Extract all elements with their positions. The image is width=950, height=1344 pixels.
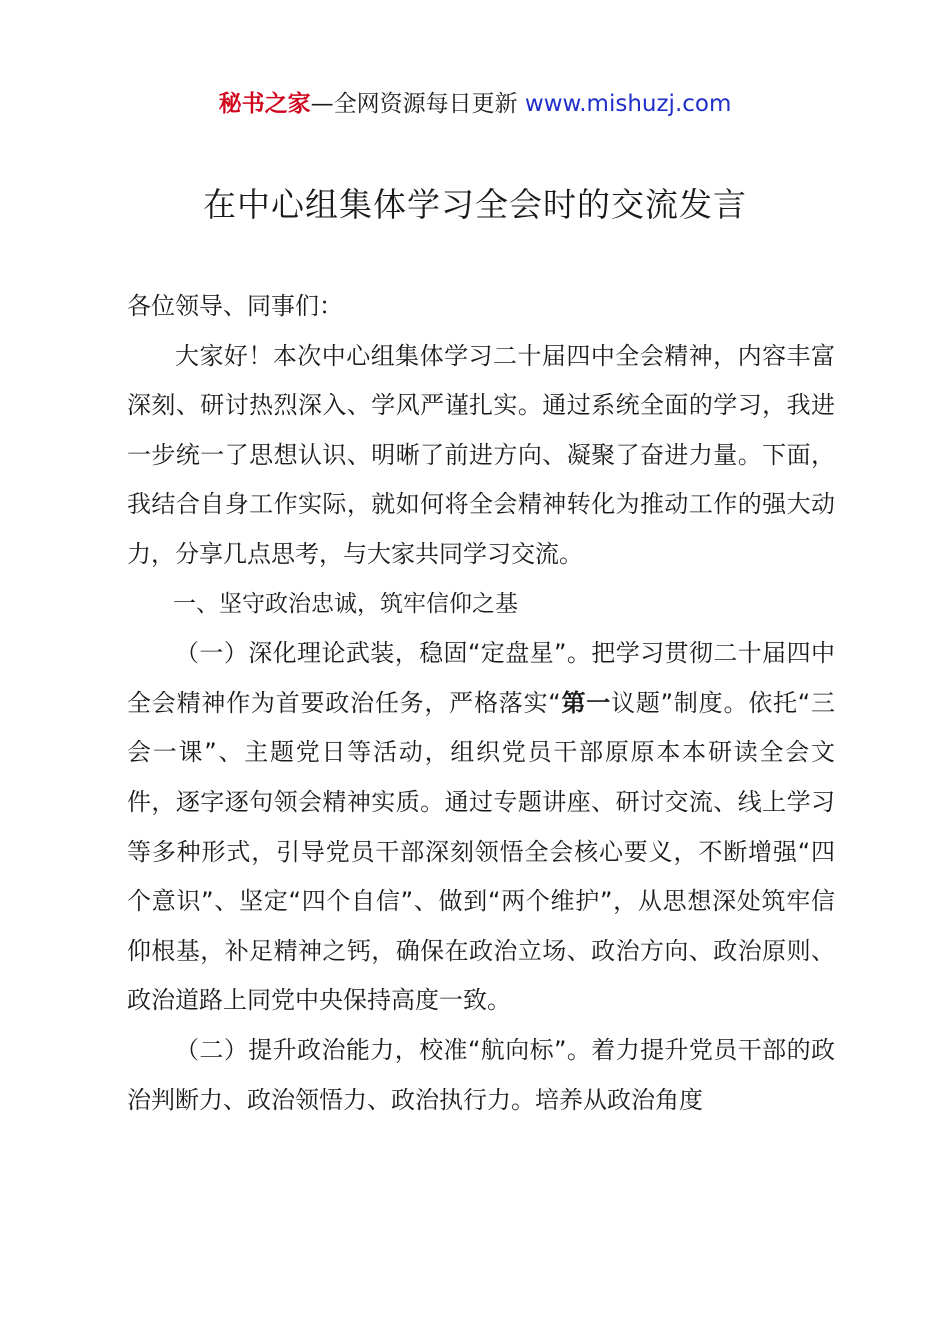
paragraph-1-bold: 第一 <box>560 688 612 717</box>
paragraph-2: （二）提升政治能力，校准“航向标”。着力提升党员干部的政治判断力、政治领悟力、政治执行力。培养从政治角度 <box>127 1035 835 1114</box>
paragraph-1-before: （一）深化理论武装，稳固“定盘星”。把学习贯彻二十届四中全会精神作为首要政治任务，严格落实“ <box>127 639 835 717</box>
document-body <box>127 282 835 1125</box>
site-url-link[interactable]: www.mishuzj.com <box>524 91 732 117</box>
paragraph-1 <box>127 629 835 1026</box>
section-heading-1: 一、坚守政治忠诚，筑牢信仰之基 <box>173 590 518 617</box>
site-header <box>0 86 950 122</box>
paragraph-1-after: 议题”制度。依托“三会一课”、主题党日等活动，组织党员干部原原本本研读全会文件，逐字逐句领会精神实质。通过专题讲座、研讨交流、线上学习等多种形式，引导党员干部深刻领悟全会核心要义，不断增强“四个意识”、坚定“四个自信”、做到“两个维护”，从思想深处筑牢信仰根基，补足精神之钙，确保在政治立场、政治方向、政治原则、政治道路上同党中央保持高度一致。 <box>127 688 836 1015</box>
document-title: 在中心组集体学习全会时的交流发言 <box>203 185 747 224</box>
brand-name: 秘书之家 <box>218 91 311 117</box>
intro-paragraph: 大家好！本次中心组集体学习二十届四中全会精神，内容丰富深刻、研讨热烈深入、学风严谨扎实。通过系统全面的学习，我进一步统一了思想认识、明晰了前进方向、凝聚了奋进力量。下面，我结合自身工作实际，就如何将全会精神转化为推动工作的强大动力，分享几点思考，与大家共同学习交流。 <box>127 341 835 568</box>
header-tagline: —全网资源每日更新 <box>310 91 525 117</box>
greeting: 各位领导、同事们： <box>127 292 343 320</box>
